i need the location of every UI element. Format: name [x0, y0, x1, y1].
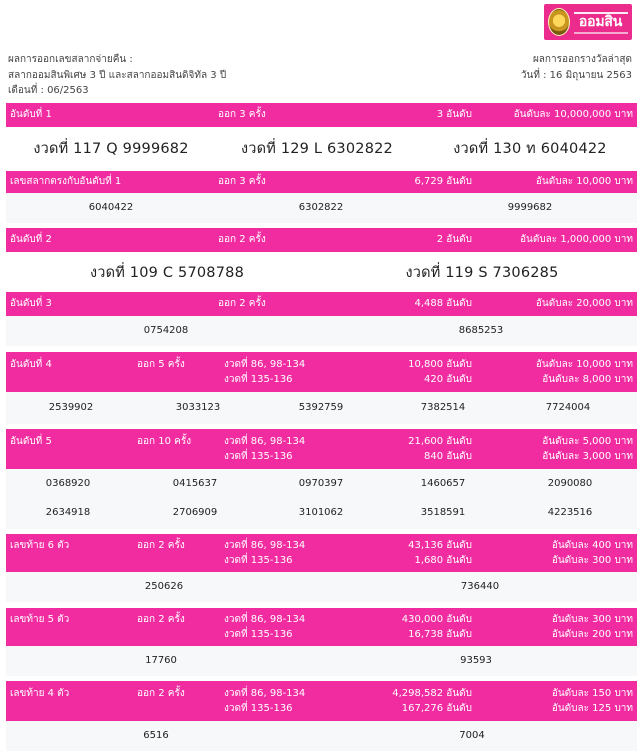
- prize-amount: อันดับละ 1,000,000 บาท: [520, 234, 633, 245]
- prize-count: 167,276 อันดับ: [401, 703, 472, 714]
- prize1-numbers: [6, 127, 637, 165]
- prize-count: 430,000 อันดับ: [401, 614, 472, 625]
- prize-number: 6302822: [298, 202, 344, 213]
- latest-draw-title: ผลการออกรางวัลล่าสุด: [532, 54, 632, 65]
- results-header-right: [521, 52, 632, 83]
- draw-period: งวดที่ 135-136: [224, 703, 293, 714]
- prize-number: 4223516: [547, 507, 593, 518]
- prize-number: งวดที่ 129 L 6302822: [241, 141, 393, 157]
- prize-label: อันดับที่ 2: [10, 234, 52, 245]
- last5-header: [6, 608, 637, 646]
- prize5-numbers: [6, 469, 637, 529]
- drawn-times: ออก 10 ครั้ง: [137, 436, 192, 447]
- prize-count: 4,298,582 อันดับ: [392, 688, 472, 699]
- prize2-header: [6, 228, 637, 252]
- prize-label: เลขท้าย 6 ตัว: [10, 540, 70, 551]
- latest-draw-date: วันที่ : 16 มิถุนายน 2563: [520, 69, 632, 81]
- prize-number: 6040422: [88, 202, 134, 213]
- logo-text-block: [573, 10, 628, 34]
- draw-period: งวดที่ 86, 98-134: [224, 688, 306, 699]
- prize-number: 0754208: [143, 325, 189, 336]
- last4-header: [6, 681, 637, 721]
- prize-amount: อันดับละ 300 บาท: [551, 555, 633, 566]
- prize-amount: อันดับละ 5,000 บาท: [542, 436, 633, 447]
- prize-label: อันดับที่ 3: [10, 298, 52, 309]
- prize-number: งวดที่ 117 Q 9999682: [33, 141, 189, 157]
- prize-label: เลขท้าย 4 ตัว: [10, 688, 70, 699]
- draw-period: งวดที่ 86, 98-134: [224, 614, 306, 625]
- prize-number: 250626: [144, 581, 184, 592]
- results-subtitle: สลากออมสินพิเศษ 3 ปี และสลากออมสินดิจิทัล 3 ปี: [8, 69, 227, 81]
- results-header-left: [8, 52, 226, 99]
- prize-number: 5392759: [298, 402, 344, 413]
- draw-period: งวดที่ 86, 98-134: [224, 436, 306, 447]
- drawn-times: ออก 2 ครั้ง: [137, 688, 185, 699]
- prize-number: 2706909: [172, 507, 218, 518]
- prize-amount: อันดับละ 150 บาท: [551, 688, 633, 699]
- prize-count: 6,729 อันดับ: [414, 176, 472, 187]
- last4-numbers: [6, 721, 637, 751]
- prize-number: 0415637: [172, 478, 218, 489]
- prize-amount: อันดับละ 20,000 บาท: [535, 298, 633, 309]
- draw-period: งวดที่ 86, 98-134: [224, 359, 306, 370]
- prize-number: 2090080: [547, 478, 593, 489]
- gsb-logo[interactable]: [544, 4, 632, 40]
- prize-label: เลขท้าย 5 ตัว: [10, 614, 70, 625]
- prize-amount: อันดับละ 10,000 บาท: [535, 176, 633, 187]
- drawn-times: ออก 2 ครั้ง: [218, 298, 266, 309]
- prize-number: 3101062: [298, 507, 344, 518]
- draw-period: งวดที่ 86, 98-134: [224, 540, 306, 551]
- prize2-numbers: [6, 252, 637, 288]
- prize-number: 2634918: [45, 507, 91, 518]
- prize3-numbers: [6, 316, 637, 346]
- prize-number: งวดที่ 119 S 7306285: [405, 265, 559, 281]
- prize-number: 9999682: [507, 202, 553, 213]
- results-month: เดือนที่ : 06/2563: [8, 85, 89, 96]
- prize-amount: อันดับละ 3,000 บาท: [542, 451, 633, 462]
- prize-number: งวดที่ 130 ท 6040422: [453, 141, 607, 157]
- prize-count: 21,600 อันดับ: [408, 436, 472, 447]
- adjacent1-header: [6, 171, 637, 193]
- prize-amount: อันดับละ 300 บาท: [551, 614, 633, 625]
- logo-wordmark: ออมสิน: [578, 14, 623, 30]
- drawn-times: ออก 2 ครั้ง: [218, 234, 266, 245]
- drawn-times: ออก 2 ครั้ง: [137, 540, 185, 551]
- prize-number: 736440: [460, 581, 500, 592]
- drawn-times: ออก 2 ครั้ง: [137, 614, 185, 625]
- drawn-times: ออก 5 ครั้ง: [137, 359, 185, 370]
- prize-number: 7382514: [420, 402, 466, 413]
- drawn-times: ออก 3 ครั้ง: [218, 176, 266, 187]
- prize-number: 8685253: [458, 325, 504, 336]
- prize4-header: [6, 352, 637, 392]
- logo-rule: [574, 12, 628, 14]
- prize-number: งวดที่ 109 C 5708788: [89, 265, 245, 281]
- prize-number: 0970397: [298, 478, 344, 489]
- prize-count: 1,680 อันดับ: [414, 555, 472, 566]
- prize-number: 6516: [143, 730, 169, 741]
- draw-period: งวดที่ 135-136: [224, 629, 293, 640]
- prize-count: 4,488 อันดับ: [414, 298, 472, 309]
- prize-number: 3518591: [420, 507, 466, 518]
- prize-label: อันดับที่ 1: [10, 109, 52, 120]
- prize1-header: [6, 103, 637, 127]
- prize-amount: อันดับละ 10,000 บาท: [535, 359, 633, 370]
- prize-count: 3 อันดับ: [436, 109, 472, 120]
- prize4-numbers: [6, 392, 637, 424]
- prize-number: 7004: [459, 730, 485, 741]
- prize-amount: อันดับละ 400 บาท: [551, 540, 633, 551]
- prize-amount: อันดับละ 125 บาท: [551, 703, 633, 714]
- drawn-times: ออก 3 ครั้ง: [218, 109, 266, 120]
- prize-label: อันดับที่ 4: [10, 359, 52, 370]
- prize-count: 10,800 อันดับ: [408, 359, 472, 370]
- prize-number: 7724004: [545, 402, 591, 413]
- prize-number: 3033123: [175, 402, 221, 413]
- prize-label: อันดับที่ 5: [10, 436, 52, 447]
- prize-count: 43,136 อันดับ: [408, 540, 472, 551]
- last6-numbers: [6, 572, 637, 602]
- logo-tagline-line: [574, 32, 628, 34]
- prize-number: 2539902: [48, 402, 94, 413]
- prize-number: 1460657: [420, 478, 466, 489]
- draw-period: งวดที่ 135-136: [224, 555, 293, 566]
- prize-number: 17760: [145, 655, 177, 666]
- prize3-header: [6, 292, 637, 316]
- last6-header: [6, 534, 637, 572]
- prize-amount: อันดับละ 10,000,000 บาท: [513, 109, 633, 120]
- prize-number: 93593: [460, 655, 492, 666]
- prize-count: 16,738 อันดับ: [408, 629, 472, 640]
- draw-period: งวดที่ 135-136: [224, 374, 293, 385]
- royal-emblem-icon: [548, 8, 570, 36]
- prize-count: 2 อันดับ: [436, 234, 472, 245]
- last5-numbers: [6, 646, 637, 676]
- prize-amount: อันดับละ 8,000 บาท: [542, 374, 633, 385]
- results-title: ผลการออกเลขสลากจ่ายคืน :: [8, 54, 133, 65]
- prize-amount: อันดับละ 200 บาท: [551, 629, 633, 640]
- draw-period: งวดที่ 135-136: [224, 451, 293, 462]
- prize-count: 420 อันดับ: [424, 374, 472, 385]
- prize-count: 840 อันดับ: [424, 451, 472, 462]
- prize5-header: [6, 429, 637, 469]
- prize-number: 0368920: [45, 478, 91, 489]
- adjacent1-numbers: [6, 193, 637, 223]
- prize-label: เลขสลากตรงกับอันดับที่ 1: [10, 176, 122, 187]
